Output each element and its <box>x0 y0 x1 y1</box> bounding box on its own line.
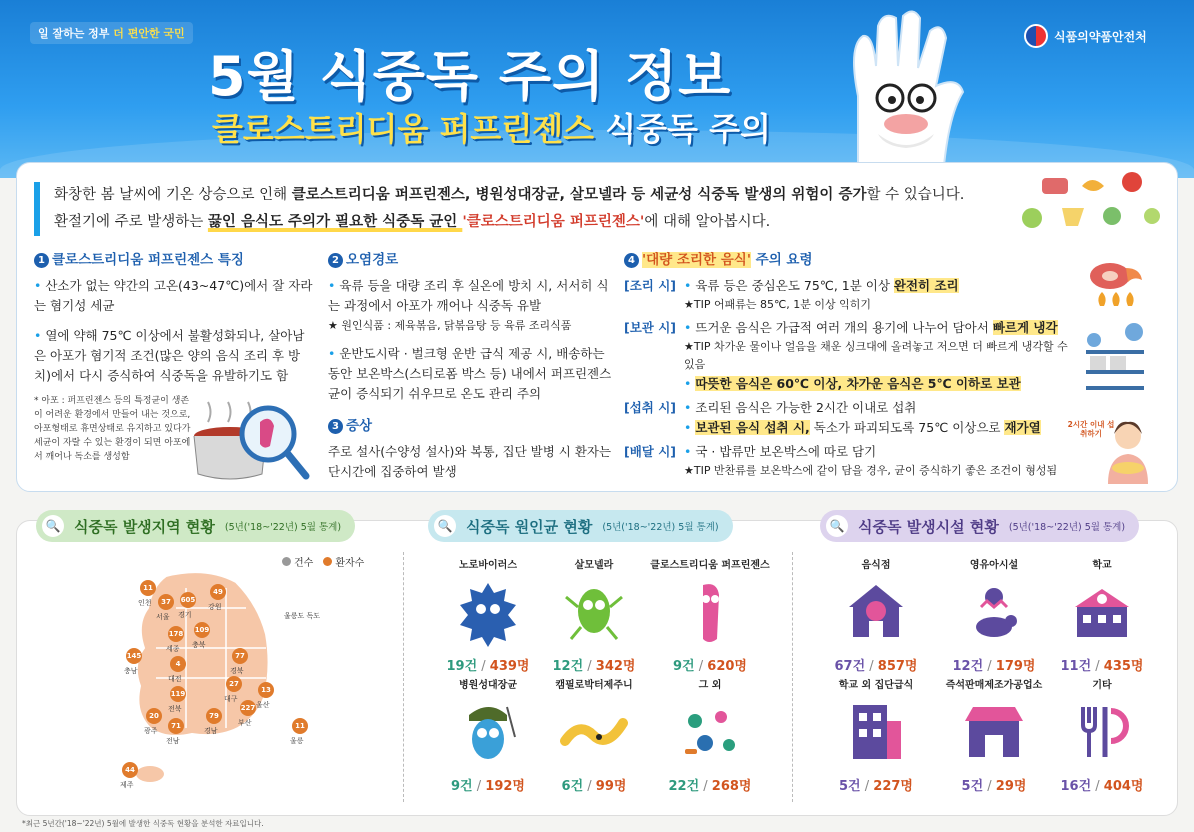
facility-title: 식중독 발생시설 현황 <box>858 517 999 536</box>
region-label: 인천 <box>138 599 152 607</box>
dokdo-label: 울릉도 독도 <box>284 612 321 620</box>
item-label: 학교 <box>1092 560 1112 571</box>
item-cases: 19건 <box>446 659 478 674</box>
slogan-b: 더 편안한 국민 <box>113 27 185 40</box>
region-label: 대구 <box>224 695 238 703</box>
region-pin-10: 27 <box>226 676 242 692</box>
region-title: 식중독 발생지역 현황 <box>74 517 215 536</box>
subtitle-b: 식중독 주의 <box>605 110 771 148</box>
region-pin-3: 49 <box>210 584 226 600</box>
region-pin-13: 71 <box>168 718 184 734</box>
section1-title: 클로스트리디움 퍼프린젠스 특징 <box>52 252 244 268</box>
bacteria-character-icon <box>675 577 745 647</box>
item-label: 클로스트리디움 퍼프린젠스 <box>650 560 770 571</box>
section2-cause-note: ★ 원인식품 : 제육볶음, 닭볶음탕 등 육류 조리식품 <box>328 319 572 332</box>
facility-grid-item <box>1042 556 1162 674</box>
eat-b: 보관된 음식 섭취 시, <box>695 420 810 435</box>
item-count <box>816 655 936 674</box>
region-period: (5년('18~'22년) 5월 통계) <box>224 522 342 533</box>
intro-line2-b: 끓인 음식도 주의가 필요한 식중독 균인 <box>207 214 463 230</box>
facility-grid-item <box>816 676 936 794</box>
legend-patients: 환자수 <box>335 558 365 569</box>
section1-num: 1 <box>34 253 49 268</box>
facility-icon <box>841 577 911 647</box>
item-count <box>650 775 770 794</box>
page-title: 5월 식중독 주의 정보 <box>208 45 732 108</box>
region-pin-17: 44 <box>122 762 138 778</box>
search-icon: 🔍 <box>826 515 848 537</box>
item-label: 노로바이러스 <box>459 560 517 571</box>
region-label: 경남 <box>204 727 218 735</box>
item-count <box>428 655 548 674</box>
section1-bullet2: 열에 약해 75℃ 이상에서 불활성화되나, 살아남은 아포가 혐기적 조건(많은 양의 음식 조리 후 방치)에서 다시 증식하여 식중독을 유발하기도 함 <box>34 328 305 383</box>
agency-logo <box>1024 24 1147 48</box>
search-icon: 🔍 <box>434 515 456 537</box>
region-label: 전남 <box>166 737 180 745</box>
glove-mascot-icon <box>818 6 988 176</box>
legend-patients-dot <box>323 557 332 566</box>
two-hours-badge: 2시간 이내 섭취하기 <box>1067 420 1115 438</box>
item-separator: / <box>477 659 490 674</box>
region-label: 세종 <box>166 645 180 653</box>
tag-eat: [섭취 시] <box>624 400 677 415</box>
bacteria-character-icon <box>675 697 745 767</box>
item-count <box>934 775 1054 794</box>
item-cases: 9건 <box>673 659 695 674</box>
pot-magnifier-icon <box>188 392 312 484</box>
eat-d: 재가열 <box>1004 420 1041 435</box>
region-label: 충북 <box>192 641 206 649</box>
bacteria-character-icon <box>559 577 629 647</box>
pathogen-grid-item <box>428 556 548 674</box>
item-cases: 12건 <box>552 659 584 674</box>
section3-title: 증상 <box>346 418 373 434</box>
region-pin-5: 109 <box>194 622 210 638</box>
region-label: 제주 <box>120 781 134 789</box>
item-label: 병원성대장균 <box>459 680 517 691</box>
pathogen-grid-item <box>650 676 770 794</box>
facility-icon <box>959 577 1029 647</box>
item-count <box>1042 655 1162 674</box>
item-label: 학교 외 집단급식 <box>838 680 914 691</box>
item-cases: 5건 <box>839 779 861 794</box>
item-patients: 439명 <box>489 659 530 674</box>
item-count <box>428 775 548 794</box>
eat-c: 독소가 파괴되도록 75℃ 이상으로 <box>809 420 1005 435</box>
item-label: 음식점 <box>861 560 891 571</box>
cook-a: 육류 등은 중심온도 75℃, 1분 이상 <box>695 278 894 293</box>
item-separator: / <box>983 779 996 794</box>
facility-icon <box>1067 697 1137 767</box>
region-pin-4: 178 <box>168 626 184 642</box>
footnote: *최근 5년간('18~'22년) 5월에 발생한 식중독 현황을 분석한 자료입니다. <box>22 819 264 828</box>
section1-bullet1: 산소가 없는 약간의 고온(43~47℃)에서 잘 자라는 혐기성 세균 <box>34 278 313 313</box>
region-pin-8: 77 <box>232 648 248 664</box>
bacteria-character-icon <box>559 697 629 767</box>
store-b: 빠르게 냉각 <box>992 320 1058 335</box>
cook-b: 완전히 조리 <box>893 278 959 293</box>
intro-line2-a: 환절기에 주로 발생하는 <box>54 214 208 230</box>
item-patients: 192명 <box>485 779 525 794</box>
section-characteristics: 1 클로스트리디움 퍼프린젠스 특징 • 산소가 없는 약간의 고온(43~47℃)에서 잘 자라는 혐기성 세균 • 열에 약해 75℃ 이상에서 불활성화되나, 살아남은 아포가 혐기적 조건(많은 양의 음식 조리 후 방치)에서 다시 증식하여 식중독을 유발하기도 함 * 아포 : 퍼프린젠스 등의 특정균이 생존이 어려운 환경에서 만들어 내는 것으로, 아포형태로 휴면상태로 유지하고 있다가 세균이 자랄 수 있는 환경이 되면 아포에서 깨어나 독소를 생성함 <box>34 252 313 462</box>
region-pin-16: 11 <box>292 718 308 734</box>
item-label: 즉석판매제조가공업소 <box>945 680 1043 691</box>
item-separator: / <box>860 779 874 794</box>
region-pin-11: 13 <box>258 682 274 698</box>
section-contamination: 2 오염경로 • 육류 등을 대량 조리 후 실온에 방치 시, 서서히 식는 과정에서 아포가 깨어나 식중독 유발 ★ 원인식품 : 제육볶음, 닭볶음탕 등 육류 조리식품 • 운반도시락 · 벌크형 운반 급식 제공 시, 배송하는 동안 보온박스(스티로폼 박스 등) 내에서 퍼프린젠스균이 증식되기 쉬우므로 온도 관리 주의 <box>328 248 618 404</box>
deliver-tip: ★TIP 반찬류를 보온박스에 같이 담을 경우, 균이 증식하기 좋은 조건이 형성됨 <box>684 464 1058 477</box>
region-label: 경북 <box>230 667 244 675</box>
section2-bullet2: 운반도시락 · 벌크형 운반 급식 제공 시, 배송하는 동안 보온박스(스티로폼 박스 등) 내에서 퍼프린젠스균이 증식되기 쉬우므로 온도 관리 주의 <box>328 346 612 401</box>
region-pin-15: 227 <box>240 700 256 716</box>
bacteria-character-icon <box>453 577 523 647</box>
item-cases: 67건 <box>834 659 866 674</box>
region-label: 서울 <box>156 613 170 621</box>
facility-icon <box>959 697 1029 767</box>
facility-icon <box>841 697 911 767</box>
region-pin-9: 119 <box>170 686 186 702</box>
pathogen-header <box>428 510 733 542</box>
slogan-a: 일 잘하는 정부 <box>38 27 110 40</box>
store-c: 따뜻한 음식은 60℃ 이상, 차가운 음식은 5℃ 이하로 보관 <box>695 376 1021 391</box>
item-separator: / <box>699 779 712 794</box>
item-patients: 435명 <box>1103 659 1144 674</box>
region-label: 강원 <box>208 603 222 611</box>
tag-store: [보관 시] <box>624 320 677 335</box>
item-label: 캠필로박터제주니 <box>555 680 633 691</box>
agency-name: 식품의약품안전처 <box>1054 29 1147 44</box>
region-label: 광주 <box>144 727 158 735</box>
item-cases: 5건 <box>961 779 984 794</box>
spore-note: * 아포 : 퍼프린젠스 등의 특정균이 생존이 어려운 환경에서 만들어 내는 것으로, 아포형태로 휴면상태로 유지하고 있다가 세균이 자랄 수 있는 환경이 되면 아포에서 깨어나 독소를 생성함 <box>34 396 191 462</box>
page-subtitle <box>212 104 771 150</box>
item-patients: 268명 <box>711 779 752 794</box>
item-patients: 620명 <box>707 659 747 674</box>
facility-header <box>820 510 1139 542</box>
storage-shelf-icon <box>1082 320 1148 392</box>
eating-person-icon <box>1100 418 1156 484</box>
item-separator: / <box>583 779 596 794</box>
region-header <box>36 510 355 542</box>
region-label: 경기 <box>178 611 192 619</box>
legend-cases: 건수 <box>294 558 314 569</box>
pathogen-grid-item <box>650 556 770 674</box>
deliver-a: 국 · 밥류만 보온박스에 따로 담기 <box>695 444 877 459</box>
item-patients: 342명 <box>595 659 636 674</box>
item-separator: / <box>1091 659 1104 674</box>
item-count <box>534 775 654 794</box>
intro-line1-b: 클로스트리디움 퍼프린젠스, 병원성대장균, 살모넬라 등 세균성 식중독 발생의 위험이 증가 <box>291 187 867 203</box>
food-bacteria-deco-icon <box>1012 168 1172 240</box>
facility-grid-item <box>1042 676 1162 794</box>
tag-deliver: [배달 시] <box>624 444 677 459</box>
region-pin-6: 145 <box>126 648 142 664</box>
pathogen-grid-item <box>428 676 548 794</box>
search-icon: 🔍 <box>42 515 64 537</box>
item-separator: / <box>1091 779 1104 794</box>
section-precautions: 4 '대량 조리한 음식' 주의 요령 [조리 시] • 육류 등은 중심온도 75℃, 1분 이상 완전히 조리 ★TIP 어패류는 85℃, 1분 이상 익히기 [보관 시] • 뜨거운 음식은 가급적 여러 개의 용기에 나누어 담아서 빠르게 냉각 ★TIP 차가운 물이나 얼음을 채운 싱크대에 올려놓고 저으면 더 빠르게 냉각할 수 있음 • 따뜻한 음식은 60℃ 이상, 차가운 음식은 5℃ 이하로 보관 [섭취 시] • 조리된 음식은 가능한 2시간 이내로 섭취 • 보관된 음식 섭취 시, 독소가 파괴되도록 75℃ 이상으로 재가열 [배달 시] • 국 · 밥류만 보온박스에 따로 담기 ★TIP 반찬류를 보온박스에 같이 담을 경우, 균이 증식하기 좋은 조건이 형성됨 <box>624 248 1076 480</box>
region-label: 울산 <box>256 701 270 709</box>
item-separator: / <box>472 779 486 794</box>
facility-grid-item <box>934 556 1054 674</box>
pathogen-grid-item <box>534 556 654 674</box>
item-cases: 11건 <box>1060 659 1092 674</box>
intro-line1-c: 할 수 있습니다. <box>866 187 965 203</box>
region-pin-1: 37 <box>158 594 174 610</box>
item-cases: 22건 <box>668 779 700 794</box>
region-pin-14: 79 <box>206 708 222 724</box>
item-label: 영유아시설 <box>969 560 1019 571</box>
store-a: 뜨거운 음식은 가급적 여러 개의 용기에 나누어 담아서 <box>695 320 993 335</box>
subtitle-a: 클로스트리디움 퍼프린젠스 <box>212 110 595 148</box>
item-cases: 12건 <box>952 659 984 674</box>
store-tip: ★TIP 차가운 물이나 얼음을 채운 싱크대에 올려놓고 저으면 더 빠르게 냉각할 수 있음 <box>684 340 1068 371</box>
item-separator: / <box>583 659 596 674</box>
cook-tip: ★TIP 어패류는 85℃, 1분 이상 익히기 <box>684 298 872 311</box>
item-count <box>534 655 654 674</box>
region-label: 부산 <box>238 719 252 727</box>
region-label: 대전 <box>168 675 182 683</box>
legend-cases-dot <box>282 557 291 566</box>
item-patients: 227명 <box>873 779 913 794</box>
item-cases: 9건 <box>451 779 473 794</box>
intro-text <box>34 182 964 236</box>
item-label: 기타 <box>1092 680 1112 691</box>
section3-num: 3 <box>328 419 343 434</box>
item-separator: / <box>983 659 996 674</box>
header-banner <box>0 0 1194 178</box>
section4-title-b: 주의 요령 <box>750 252 813 268</box>
facility-icon <box>1067 577 1137 647</box>
pathogen-title: 식중독 원인균 현황 <box>466 517 593 536</box>
bacteria-character-icon <box>453 697 523 767</box>
slogan <box>30 22 193 44</box>
tag-cook: [조리 시] <box>624 278 677 293</box>
section2-num: 2 <box>328 253 343 268</box>
item-label: 그 외 <box>698 680 722 691</box>
item-patients: 99명 <box>595 779 627 794</box>
meat-fire-icon <box>1086 258 1146 310</box>
region-pin-2: 605 <box>180 592 196 608</box>
eat-a: 조리된 음식은 가능한 2시간 이내로 섭취 <box>695 400 917 415</box>
taegeuk-icon <box>1024 24 1048 48</box>
item-patients: 857명 <box>877 659 918 674</box>
section2-title: 오염경로 <box>346 252 399 268</box>
region-pin-12: 20 <box>146 708 162 724</box>
pathogen-grid-item <box>534 676 654 794</box>
item-cases: 16건 <box>1060 779 1092 794</box>
region-label: 울릉 <box>290 737 304 745</box>
item-label: 살모넬라 <box>574 560 614 571</box>
facility-grid-item <box>934 676 1054 794</box>
section2-bullet1: 육류 등을 대량 조리 후 실온에 방치 시, 서서히 식는 과정에서 아포가 깨어나 식중독 유발 <box>328 278 609 313</box>
item-separator: / <box>865 659 878 674</box>
region-label: 충남 <box>124 667 138 675</box>
item-separator: / <box>694 659 708 674</box>
facility-grid-item <box>816 556 936 674</box>
divider-2 <box>792 552 793 802</box>
intro-line1-a: 화창한 봄 날씨에 기온 상승으로 인해 <box>54 187 292 203</box>
item-count <box>1042 775 1162 794</box>
item-count <box>934 655 1054 674</box>
item-patients: 29명 <box>995 779 1027 794</box>
map-legend <box>282 554 364 569</box>
divider-1 <box>403 552 404 802</box>
region-label: 전북 <box>168 705 182 713</box>
section-symptoms <box>328 414 618 482</box>
facility-period: (5년('18~'22년) 5월 통계) <box>1008 522 1126 533</box>
pathogen-period: (5년('18~'22년) 5월 통계) <box>602 522 719 533</box>
section3-body: 주로 설사(수양성 설사)와 복통, 집단 발병 시 환자는 단시간에 집중하여 발생 <box>328 444 612 479</box>
item-count <box>650 655 770 674</box>
section4-title-a: '대량 조리한 음식' <box>642 252 751 268</box>
section4-num: 4 <box>624 253 639 268</box>
region-pin-7: 4 <box>170 656 186 672</box>
item-count <box>816 775 936 794</box>
item-patients: 179명 <box>995 659 1036 674</box>
item-cases: 6건 <box>561 779 584 794</box>
intro-line2-c: '클로스트리디움 퍼프린젠스' <box>462 214 645 230</box>
item-patients: 404명 <box>1103 779 1144 794</box>
region-pin-0: 11 <box>140 580 156 596</box>
intro-line2-d: 에 대해 알아봅시다. <box>644 214 771 230</box>
